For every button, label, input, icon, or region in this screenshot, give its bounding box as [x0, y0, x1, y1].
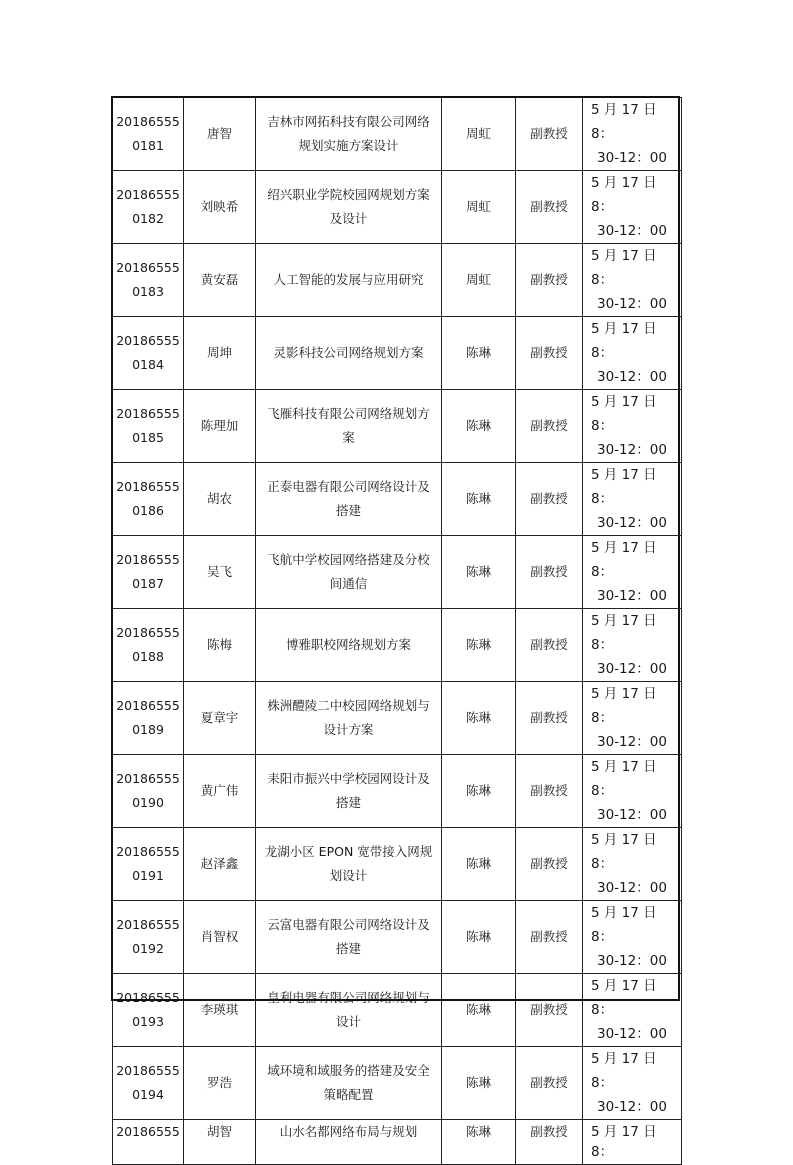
student-id-part2: 0185	[132, 430, 164, 445]
advisor-name: 周虹	[465, 199, 491, 214]
student-name: 胡智	[206, 1124, 232, 1139]
student-name-cell	[184, 536, 256, 609]
student-id-part1: 20186555	[116, 114, 180, 129]
rank-cell	[516, 609, 583, 682]
advisor-name: 陈琳	[465, 856, 491, 871]
advisor-name: 陈琳	[465, 637, 491, 652]
student-id-part1: 20186555	[116, 260, 180, 275]
table-body	[113, 98, 682, 1165]
rank-cell	[516, 171, 583, 244]
advisor-name: 陈琳	[465, 491, 491, 506]
time-cell	[583, 98, 682, 171]
thesis-topic-cell	[256, 828, 442, 901]
thesis-topic-cell	[256, 682, 442, 755]
advisor-rank: 副教授	[530, 856, 568, 871]
time-line-2: 30-12：00	[597, 369, 667, 385]
student-id-cell	[113, 463, 184, 536]
table-row	[113, 1047, 682, 1120]
advisor-rank: 副教授	[530, 418, 568, 433]
advisor-rank: 副教授	[530, 1124, 568, 1139]
advisor-name: 陈琳	[465, 1002, 491, 1017]
student-id-part2: 0188	[132, 649, 164, 664]
thesis-topic-cell	[256, 536, 442, 609]
thesis-topic-cell	[256, 755, 442, 828]
defense-schedule-table	[112, 97, 682, 1165]
student-name-cell	[184, 682, 256, 755]
table-row	[113, 244, 682, 317]
time-cell	[583, 1047, 682, 1120]
student-name-cell	[184, 828, 256, 901]
advisor-cell	[442, 317, 516, 390]
rank-cell	[516, 244, 583, 317]
time-line-1: 5 月 17 日 8：	[591, 248, 657, 288]
time-line-2: 30-12：00	[597, 807, 667, 823]
thesis-topic: 云富电器有限公司网络设计及搭建	[267, 917, 430, 956]
time-cell	[583, 463, 682, 536]
student-id-cell	[113, 901, 184, 974]
time-line-2: 30-12：00	[597, 661, 667, 677]
table-row	[113, 317, 682, 390]
time-line-1: 5 月 17 日 8：	[591, 759, 657, 799]
thesis-topic: 耒阳市振兴中学校园网设计及搭建	[267, 771, 430, 810]
rank-cell	[516, 1120, 583, 1165]
advisor-name: 陈琳	[465, 418, 491, 433]
student-id-part1: 20186555	[116, 552, 180, 567]
table-row	[113, 974, 682, 1047]
thesis-topic-cell	[256, 98, 442, 171]
advisor-cell	[442, 609, 516, 682]
advisor-name: 陈琳	[465, 710, 491, 725]
thesis-topic-cell	[256, 463, 442, 536]
thesis-topic: 飞雁科技有限公司网络规划方案	[267, 406, 430, 445]
rank-cell	[516, 755, 583, 828]
student-id-cell	[113, 390, 184, 463]
thesis-topic: 吉林市网拓科技有限公司网络规划实施方案设计	[267, 114, 430, 153]
student-id-part2: 0183	[132, 284, 164, 299]
time-line-2: 30-12：00	[597, 588, 667, 604]
time-line-1: 5 月 17 日 8：	[591, 832, 657, 872]
advisor-cell	[442, 98, 516, 171]
student-name: 黄安磊	[200, 272, 239, 287]
student-id-cell	[113, 244, 184, 317]
advisor-cell	[442, 755, 516, 828]
student-id-part2: 0194	[132, 1087, 164, 1102]
student-name-cell	[184, 901, 256, 974]
thesis-topic: 龙湖小区 EPON 宽带接入网规划设计	[264, 844, 433, 883]
student-id-cell	[113, 1120, 184, 1165]
student-id-part1: 20186555	[116, 990, 180, 1005]
student-name: 陈理加	[200, 418, 239, 433]
advisor-name: 周虹	[465, 272, 491, 287]
rank-cell	[516, 901, 583, 974]
thesis-topic-cell	[256, 390, 442, 463]
advisor-name: 周虹	[465, 126, 491, 141]
thesis-topic-cell	[256, 1047, 442, 1120]
time-line-1: 5 月 17 日 8：	[591, 540, 657, 580]
student-name: 刘映希	[200, 199, 239, 214]
time-cell	[583, 828, 682, 901]
student-name-cell	[184, 390, 256, 463]
advisor-cell	[442, 828, 516, 901]
student-id-cell	[113, 609, 184, 682]
time-line-1: 5 月 17 日 8：	[591, 175, 657, 215]
advisor-cell	[442, 536, 516, 609]
advisor-rank: 副教授	[530, 637, 568, 652]
time-line-1: 5 月 17 日 8：	[591, 394, 657, 434]
rank-cell	[516, 536, 583, 609]
student-id-part2: 0192	[132, 941, 164, 956]
student-name: 李瑛琪	[200, 1002, 239, 1017]
rank-cell	[516, 390, 583, 463]
student-id-part2: 0187	[132, 576, 164, 591]
time-line-2: 30-12：00	[597, 442, 667, 458]
student-name-cell	[184, 609, 256, 682]
table-row	[113, 682, 682, 755]
table-row	[113, 536, 682, 609]
time-line-2: 30-12：00	[597, 734, 667, 750]
advisor-rank: 副教授	[530, 272, 568, 287]
student-id-part1: 20186555	[116, 771, 180, 786]
time-cell	[583, 171, 682, 244]
advisor-cell	[442, 390, 516, 463]
student-id-part1: 20186555	[116, 917, 180, 932]
advisor-cell	[442, 974, 516, 1047]
time-line-2: 30-12：00	[597, 880, 667, 896]
time-line-2: 30-12：00	[597, 296, 667, 312]
table-row	[113, 901, 682, 974]
table-row	[113, 98, 682, 171]
student-id-part2: 0181	[132, 138, 164, 153]
student-id-cell	[113, 1047, 184, 1120]
advisor-cell	[442, 1120, 516, 1165]
thesis-topic-cell	[256, 901, 442, 974]
student-id-cell	[113, 536, 184, 609]
student-id-cell	[113, 682, 184, 755]
time-cell	[583, 755, 682, 828]
student-name: 唐智	[206, 126, 232, 141]
rank-cell	[516, 98, 583, 171]
student-id-part1: 20186555	[116, 187, 180, 202]
advisor-rank: 副教授	[530, 1002, 568, 1017]
rank-cell	[516, 828, 583, 901]
table-row	[113, 609, 682, 682]
student-name-cell	[184, 317, 256, 390]
advisor-cell	[442, 244, 516, 317]
advisor-cell	[442, 1047, 516, 1120]
thesis-topic: 飞航中学校园网络搭建及分校间通信	[267, 552, 430, 591]
student-id-part1: 20186555	[116, 625, 180, 640]
student-id-part2: 0189	[132, 722, 164, 737]
advisor-name: 陈琳	[465, 783, 491, 798]
rank-cell	[516, 1047, 583, 1120]
student-name: 陈梅	[206, 637, 232, 652]
student-id-cell	[113, 828, 184, 901]
table-row	[113, 463, 682, 536]
student-id-cell	[113, 171, 184, 244]
student-id-cell	[113, 755, 184, 828]
student-name-cell	[184, 171, 256, 244]
thesis-topic-cell	[256, 974, 442, 1047]
time-line-1: 5 月 17 日 8：	[591, 1124, 657, 1160]
advisor-rank: 副教授	[530, 929, 568, 944]
student-name: 吴飞	[206, 564, 232, 579]
student-id-part1: 20186555	[116, 333, 180, 348]
student-name-cell	[184, 98, 256, 171]
student-id-part2: 0184	[132, 357, 164, 372]
student-id-cell	[113, 974, 184, 1047]
thesis-topic-cell	[256, 317, 442, 390]
time-cell	[583, 974, 682, 1047]
time-line-2: 30-12：00	[597, 953, 667, 969]
student-name-cell	[184, 1120, 256, 1165]
student-id-part1: 20186555	[116, 479, 180, 494]
advisor-rank: 副教授	[530, 564, 568, 579]
time-cell	[583, 682, 682, 755]
student-name: 夏章宇	[200, 710, 239, 725]
time-line-1: 5 月 17 日 8：	[591, 1051, 657, 1091]
thesis-topic-cell	[256, 609, 442, 682]
time-line-2: 30-12：00	[597, 1099, 667, 1115]
thesis-topic-cell	[256, 244, 442, 317]
student-id-cell	[113, 317, 184, 390]
time-cell	[583, 536, 682, 609]
advisor-rank: 副教授	[530, 783, 568, 798]
student-name-cell	[184, 755, 256, 828]
time-line-2: 30-12：00	[597, 1026, 667, 1042]
advisor-rank: 副教授	[530, 199, 568, 214]
student-id-part1: 20186555	[116, 406, 180, 421]
rank-cell	[516, 682, 583, 755]
time-line-1: 5 月 17 日 8：	[591, 467, 657, 507]
rank-cell	[516, 463, 583, 536]
student-name: 胡农	[206, 491, 232, 506]
time-line-1: 5 月 17 日 8：	[591, 613, 657, 653]
student-id-part2: 0190	[132, 795, 164, 810]
advisor-rank: 副教授	[530, 1075, 568, 1090]
student-id-cell	[113, 98, 184, 171]
advisor-name: 陈琳	[465, 564, 491, 579]
advisor-cell	[442, 901, 516, 974]
time-line-2: 30-12：00	[597, 223, 667, 239]
student-name-cell	[184, 974, 256, 1047]
student-name: 赵泽鑫	[200, 856, 239, 871]
thesis-topic-cell	[256, 171, 442, 244]
time-line-2: 30-12：00	[597, 150, 667, 166]
time-line-1: 5 月 17 日 8：	[591, 978, 657, 1018]
thesis-topic: 绍兴职业学院校园网规划方案及设计	[267, 187, 430, 226]
time-line-1: 5 月 17 日 8：	[591, 102, 657, 142]
advisor-cell	[442, 682, 516, 755]
student-name: 罗浩	[206, 1075, 232, 1090]
time-cell	[583, 317, 682, 390]
thesis-topic: 正泰电器有限公司网络设计及搭建	[267, 479, 430, 518]
thesis-topic: 灵影科技公司网络规划方案	[273, 345, 424, 360]
thesis-topic: 株洲醴陵二中校园网络规划与设计方案	[267, 698, 430, 737]
time-line-1: 5 月 17 日 8：	[591, 905, 657, 945]
thesis-topic: 山水名都网络布局与规划	[279, 1124, 418, 1139]
table-row	[113, 828, 682, 901]
advisor-name: 陈琳	[465, 1124, 491, 1139]
advisor-cell	[442, 171, 516, 244]
student-id-part2: 0193	[132, 1014, 164, 1029]
table-row	[113, 390, 682, 463]
advisor-rank: 副教授	[530, 710, 568, 725]
time-cell	[583, 609, 682, 682]
advisor-name: 陈琳	[465, 929, 491, 944]
time-cell	[583, 1120, 682, 1165]
thesis-topic: 皇利电器有限公司网络规划与设计	[267, 990, 430, 1029]
student-name: 周坤	[206, 345, 232, 360]
student-id-part1: 20186555	[116, 844, 180, 859]
student-id-part2: 0182	[132, 211, 164, 226]
student-id-part1: 20186555	[116, 1124, 180, 1139]
student-name-cell	[184, 1047, 256, 1120]
rank-cell	[516, 317, 583, 390]
advisor-name: 陈琳	[465, 345, 491, 360]
time-line-2: 30-12：00	[597, 515, 667, 531]
student-id-part1: 20186555	[116, 1063, 180, 1078]
time-line-2	[591, 1162, 681, 1164]
table-row	[113, 1120, 682, 1165]
student-id-part1: 20186555	[116, 698, 180, 713]
student-name: 黄广伟	[200, 783, 239, 798]
table-row	[113, 171, 682, 244]
student-name: 肖智权	[200, 929, 239, 944]
student-name-cell	[184, 463, 256, 536]
time-cell	[583, 390, 682, 463]
advisor-name: 陈琳	[465, 1075, 491, 1090]
thesis-topic: 人工智能的发展与应用研究	[273, 272, 424, 287]
table-row	[113, 755, 682, 828]
time-line-1: 5 月 17 日 8：	[591, 686, 657, 726]
thesis-topic: 域环境和域服务的搭建及安全策略配置	[267, 1063, 430, 1102]
advisor-rank: 副教授	[530, 345, 568, 360]
time-line-1: 5 月 17 日 8：	[591, 321, 657, 361]
rank-cell	[516, 974, 583, 1047]
time-cell	[583, 244, 682, 317]
student-id-part2: 0191	[132, 868, 164, 883]
student-id-part2: 0186	[132, 503, 164, 518]
time-cell	[583, 901, 682, 974]
thesis-topic: 博雅职校网络规划方案	[285, 637, 411, 652]
student-name-cell	[184, 244, 256, 317]
advisor-rank: 副教授	[530, 491, 568, 506]
advisor-rank: 副教授	[530, 126, 568, 141]
advisor-cell	[442, 463, 516, 536]
student-id-part2	[113, 1142, 183, 1144]
thesis-topic-cell	[256, 1120, 442, 1165]
